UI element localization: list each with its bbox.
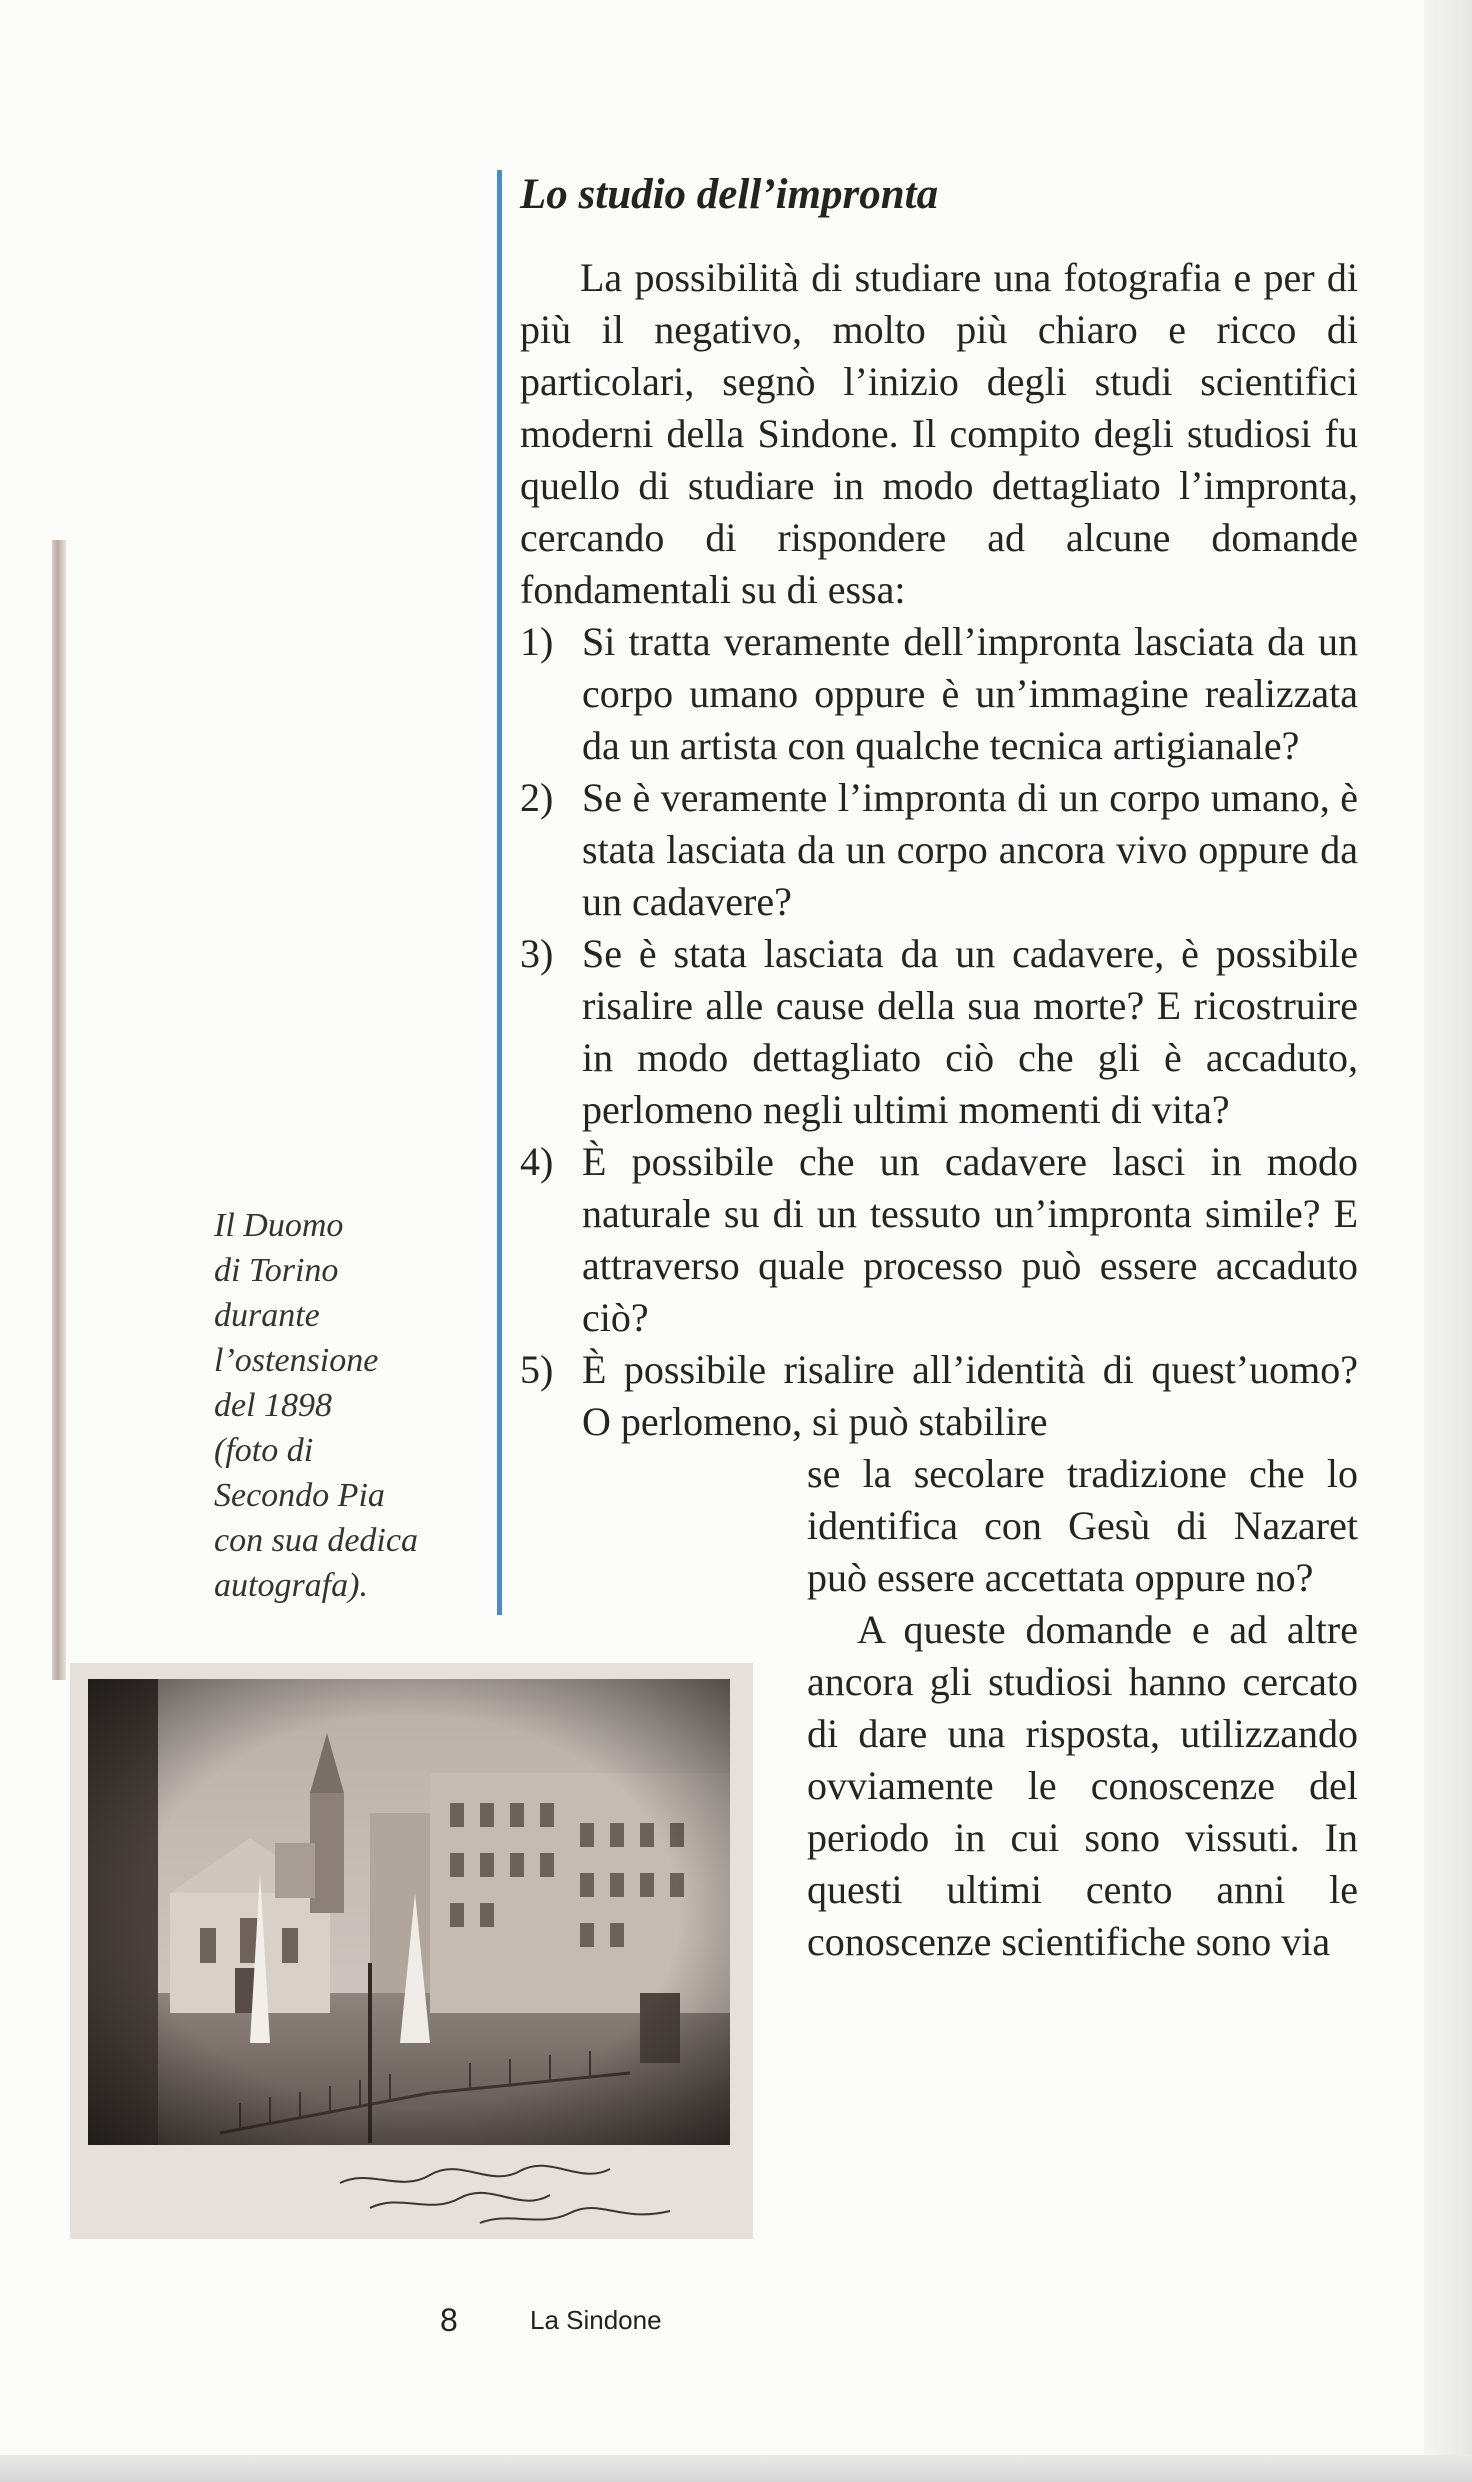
question-number: 3) bbox=[520, 931, 554, 976]
question-item bbox=[520, 928, 1358, 1136]
caption-line: del 1898 bbox=[214, 1387, 333, 1424]
question-text: È possibile che un cadavere lasci in modo naturale su di un tessuto un’impronta simile? E attraverso quale processo può essere accaduto ciò? bbox=[582, 1139, 1358, 1340]
running-title: La Sindone bbox=[530, 2305, 662, 2335]
caption-line: (foto di bbox=[214, 1432, 314, 1469]
intro-paragraph: La possibilità di studiare una fotografia e per di più il negativo, molto più chiaro e ricco di particolari, segnò l’inizio degli studi scientifici moderni della Sindone. Il compito degli studiosi fu quello di studiare in modo dettagliato l’impronta, cercando di rispondere ad alcune domande fondamentali su di essa: bbox=[520, 255, 1358, 612]
duomo-photograph bbox=[70, 1663, 753, 2239]
question-item bbox=[520, 1344, 1358, 1448]
question-item bbox=[520, 772, 1358, 928]
blue-margin-rule bbox=[497, 170, 502, 1615]
narrow-column bbox=[807, 1448, 1358, 1968]
question-number: 2) bbox=[520, 775, 554, 820]
page-edge-left bbox=[52, 540, 66, 1680]
question-item bbox=[520, 1136, 1358, 1344]
caption-line: durante bbox=[214, 1297, 320, 1334]
caption-line: Secondo Pia bbox=[214, 1477, 385, 1514]
duomo-photo-image bbox=[70, 1663, 753, 2239]
caption-line: autografa). bbox=[214, 1567, 368, 1604]
caption-line: l’ostensione bbox=[214, 1342, 379, 1379]
question-item bbox=[520, 616, 1358, 772]
section-heading: Lo studio dell’impronta bbox=[520, 171, 939, 218]
question-number: 5) bbox=[520, 1347, 554, 1392]
question-number: 4) bbox=[520, 1139, 554, 1184]
question-text: Se è veramente l’impronta di un corpo umano, è stata lasciata da un corpo ancora vivo oppure da un cadavere? bbox=[582, 775, 1358, 924]
page-number: 8 bbox=[440, 2302, 458, 2338]
photo-caption bbox=[214, 1203, 474, 1608]
question-text: Si tratta veramente dell’impronta lasciata da un corpo umano oppure è un’immagine realizzata da un artista con qualche tecnica artigianale? bbox=[582, 619, 1358, 768]
caption-line: di Torino bbox=[214, 1252, 339, 1289]
question-5-continuation: se la secolare tradizione che lo identifica con Gesù di Nazaret può essere accettata oppure no? bbox=[807, 1451, 1358, 1600]
question-text: Se è stata lasciata da un cadavere, è possibile risalire alle cause della sua morte? E ricostruire in modo dettagliato ciò che gli è accaduto, perlomeno negli ultimi momenti di vita? bbox=[582, 931, 1358, 1132]
caption-line: Il Duomo bbox=[214, 1207, 344, 1244]
question-text: È possibile risalire all’identità di quest’uomo? O perlomeno, si può stabilire bbox=[582, 1347, 1358, 1444]
page-edge-right bbox=[1424, 0, 1472, 2482]
page-edge-bottom bbox=[0, 2455, 1472, 2482]
caption-line: con sua dedica bbox=[214, 1522, 418, 1559]
closing-paragraph: A queste domande e ad altre ancora gli studiosi hanno cercato di dare una risposta, utilizzando ovviamente le conoscenze del periodo in cui sono vissuti. In questi ultimi cento anni le conoscenze scientifiche sono via bbox=[807, 1607, 1358, 1964]
question-number: 1) bbox=[520, 619, 554, 664]
